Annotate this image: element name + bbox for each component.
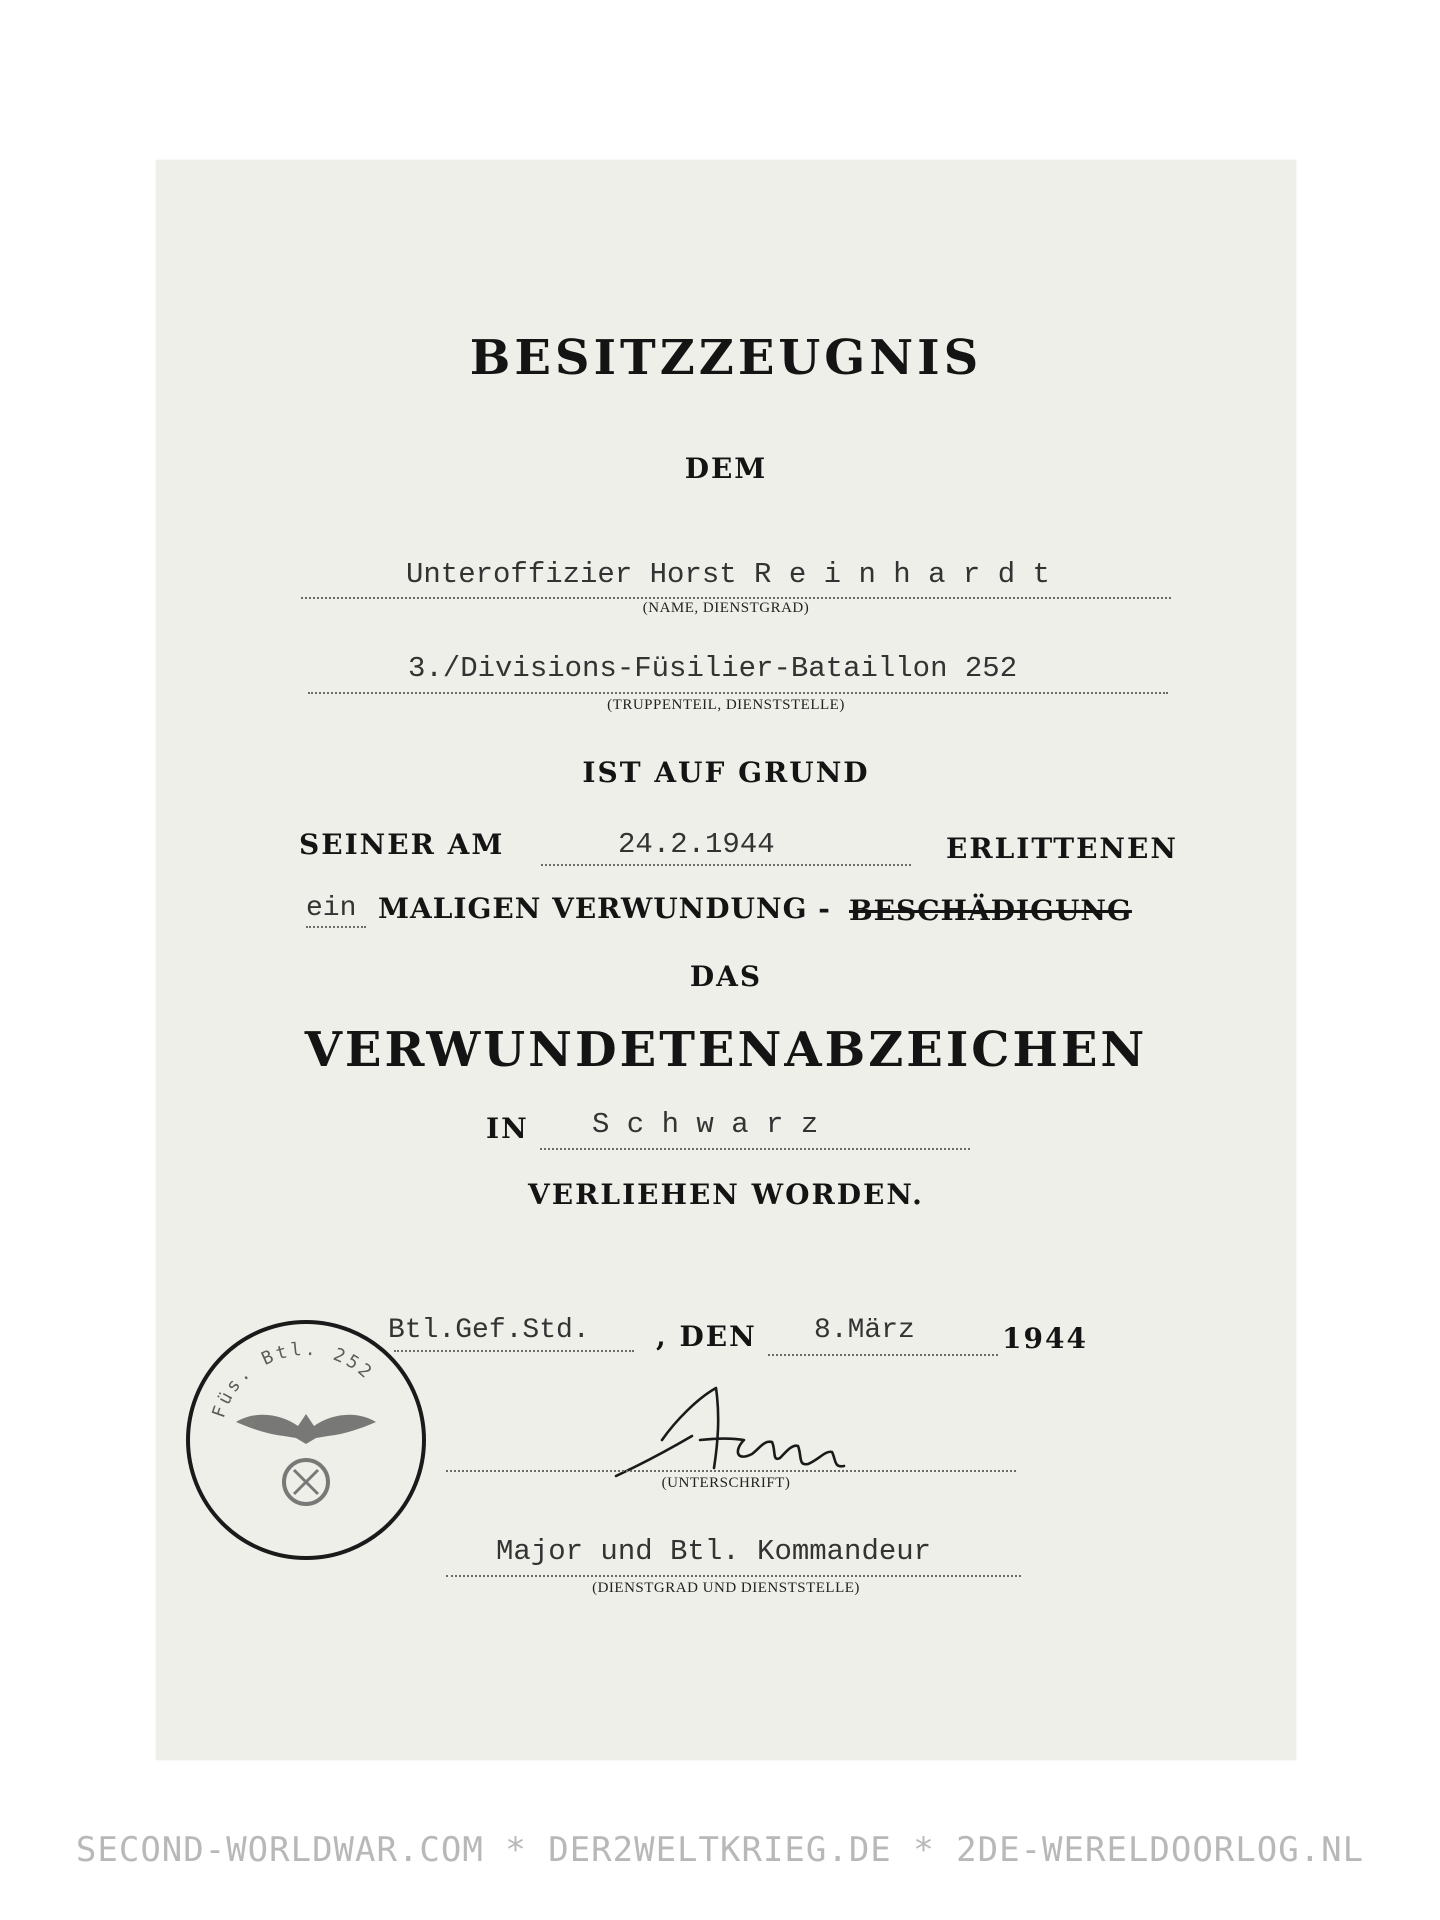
place-value: Btl.Gef.Std. [388, 1315, 590, 1346]
rank-dotted-line [446, 1575, 1021, 1577]
ist-auf-grund-label: IST AUF GRUND [582, 756, 870, 789]
recipient-caption: (NAME, DIENSTGRAD) [642, 600, 810, 616]
site-watermark: SECOND-WORLDWAR.COM * DER2WELTKRIEG.DE * 2DE-WERELDOORLOG.NL [75, 1830, 1365, 1870]
date-dotted-line [768, 1354, 998, 1356]
award-name: VERWUNDETENABZEICHEN [304, 1022, 1148, 1078]
date-day-month: 8.März [814, 1315, 915, 1346]
document-title: BESITZZEUGNIS [469, 330, 983, 386]
verliehen-label: VERLIEHEN WORDEN. [528, 1178, 924, 1211]
injury-date-value: 24.2.1944 [618, 828, 775, 861]
ein-prefix: ein [306, 893, 357, 924]
das-label: DAS [689, 960, 763, 993]
maligen-verwundung-label: MALIGEN VERWUNDUNG - [378, 892, 831, 925]
dem-label: DEM [684, 452, 768, 485]
svg-text:Füs. Btl. 252 [208, 1339, 378, 1421]
recipient-dotted-line [301, 597, 1171, 599]
seiner-am-label: SEINER AM [299, 828, 505, 861]
unit-value: 3./Divisions-Füsilier-Bataillon 252 [408, 652, 1018, 685]
recipient-value: Unteroffizier Horst R e i n h a r d t [406, 558, 1050, 591]
handwritten-signature [606, 1380, 866, 1490]
in-label: IN [486, 1112, 529, 1145]
den-label: , DEN [656, 1320, 757, 1353]
injury-date-dotted-line [541, 864, 911, 866]
grade-value: S c h w a r z [592, 1108, 819, 1141]
stamp-text: Füs. Btl. 252 [208, 1338, 378, 1421]
beschaedigung-struck: BESCHÄDIGUNG [849, 894, 1132, 927]
unit-caption: (TRUPPENTEIL, DIENSTSTELLE) [607, 697, 845, 713]
erlittenen-label: ERLITTENEN [946, 832, 1178, 865]
certificate-paper [156, 160, 1296, 1760]
signature-dotted-line [446, 1470, 1016, 1472]
rank-office-value: Major und Btl. Kommandeur [496, 1535, 932, 1568]
official-stamp [176, 1310, 436, 1570]
signature-caption: (UNTERSCHRIFT) [661, 1475, 791, 1491]
ein-dotted-line [306, 926, 366, 928]
unit-dotted-line [308, 692, 1168, 694]
rank-office-caption: (DIENSTGRAD UND DIENSTSTELLE) [592, 1580, 860, 1596]
grade-dotted-line [540, 1148, 970, 1150]
eagle-emblem-icon [236, 1414, 376, 1504]
year-value: 1944 [1002, 1322, 1088, 1355]
